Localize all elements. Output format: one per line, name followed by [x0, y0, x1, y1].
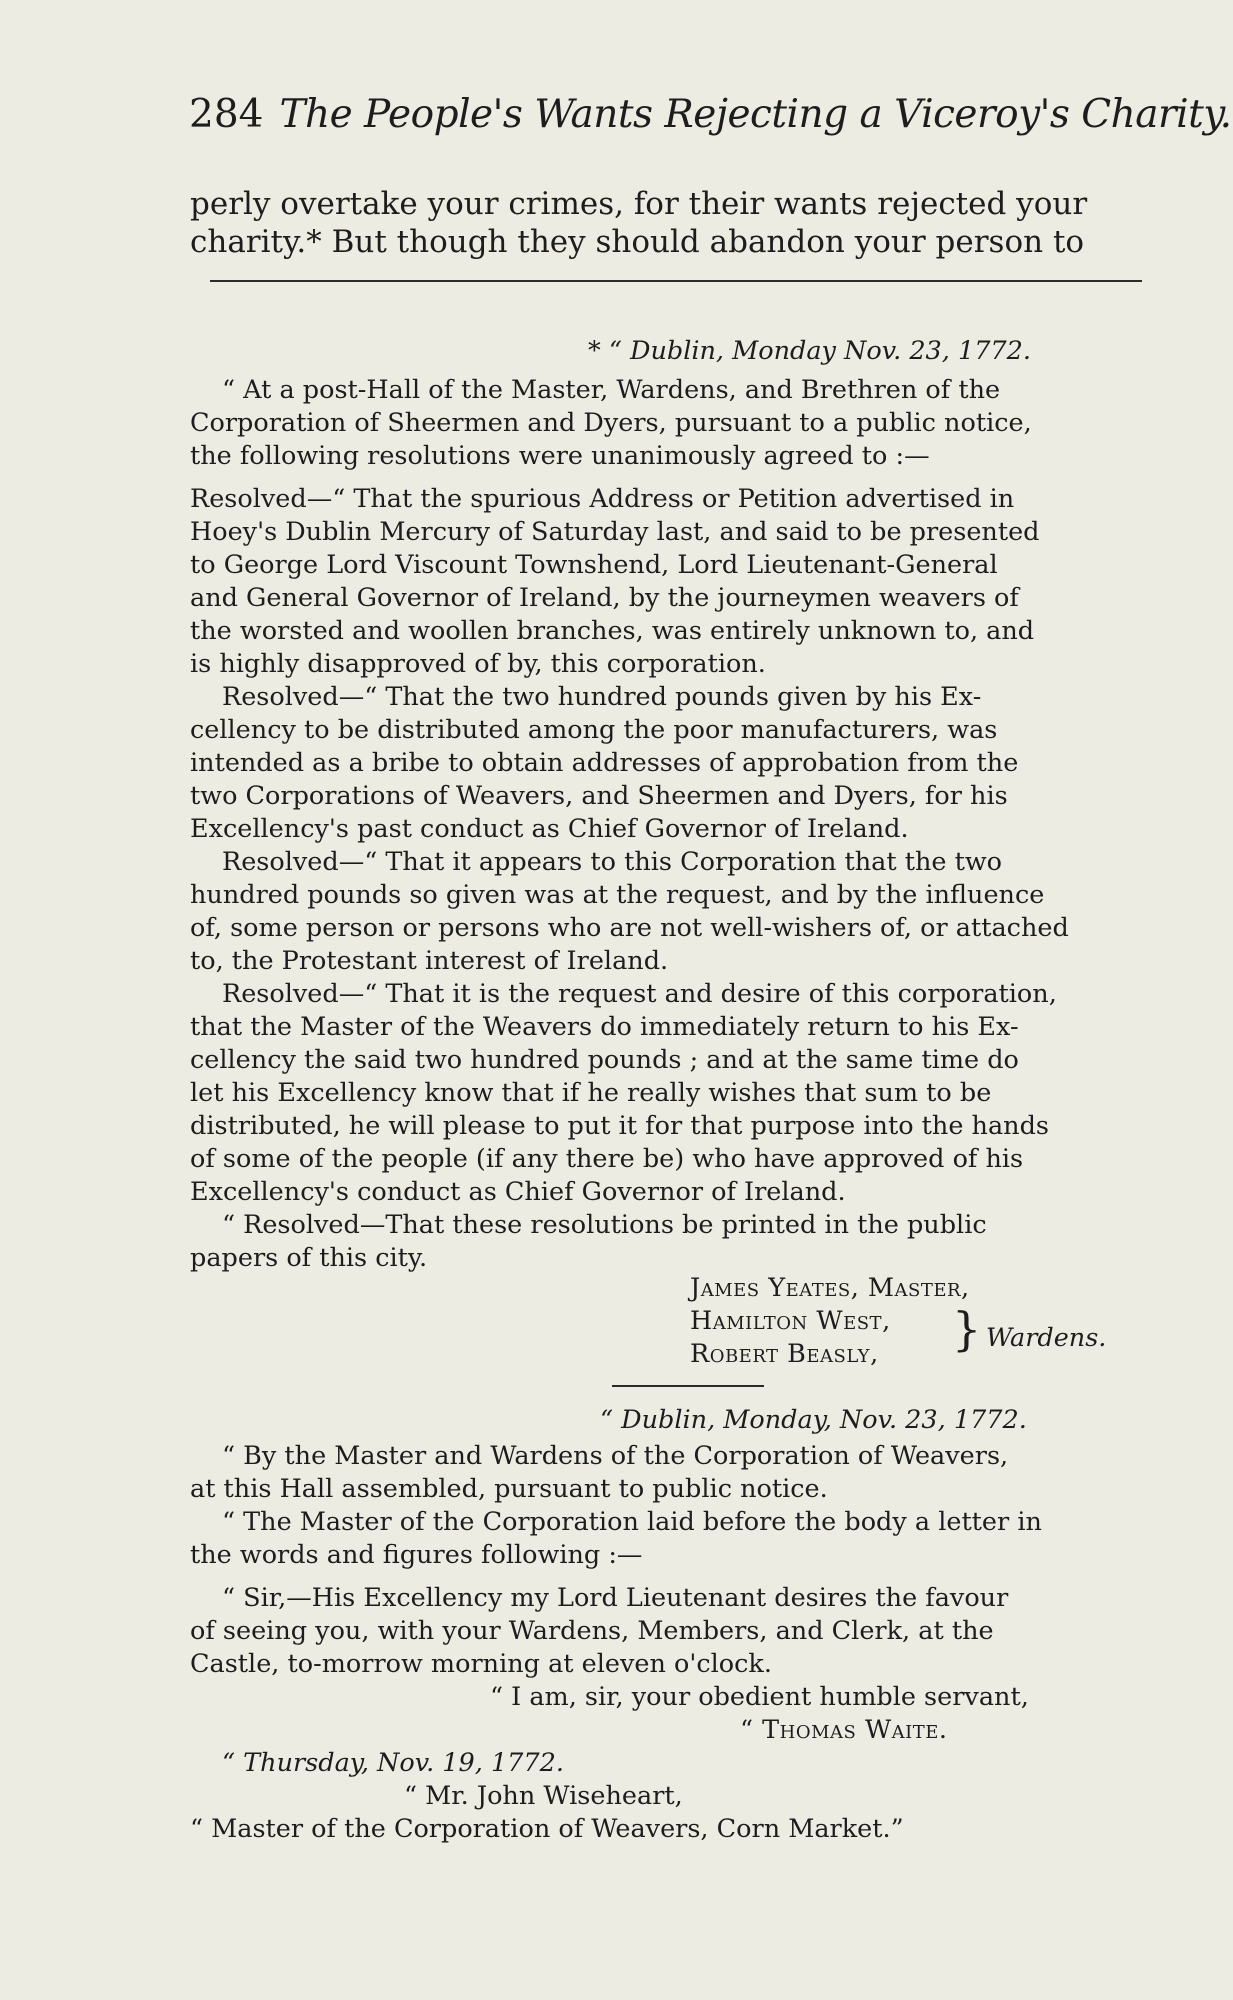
footnote-line: distributed, he will please to put it for that purpose into the hands [190, 1111, 1049, 1141]
footnote-line: of some of the people (if any there be) who have approved of his [190, 1144, 1024, 1174]
footnote-line: Hoey's Dublin Mercury of Saturday last, and said to be presented [190, 517, 1040, 547]
footnote-line: “ The Master of the Corporation laid before the body a letter in [222, 1507, 1042, 1537]
letter-date: “ Thursday, Nov. 19, 1772. [222, 1748, 564, 1778]
footnote-line: Excellency's past conduct as Chief Governor of Ireland. [190, 814, 909, 844]
footnote-line: is highly disapproved of by, this corporation. [190, 649, 766, 679]
footnote-line: intended as a bribe to obtain addresses of approbation from the [190, 748, 1019, 778]
footnote-line: that the Master of the Weavers do immediately return to his Ex- [190, 1012, 1019, 1042]
footnote-line: Resolved—“ That it appears to this Corporation that the two [222, 847, 1003, 877]
footnote-line: Resolved—“ That it is the request and desire of this corporation, [222, 979, 1057, 1009]
running-title: The People's Wants Rejecting a Viceroy's Charity. [279, 92, 1232, 137]
footnote-line: hundred pounds so given was at the request, and by the influence [190, 880, 1045, 910]
footnote-line: the worsted and woollen branches, was entirely unknown to, and [190, 616, 1035, 646]
letter-signature: “ Thomas Waite. [740, 1715, 948, 1745]
footnote-line: to George Lord Viscount Townshend, Lord Lieutenant-General [190, 550, 998, 580]
footnote-line: Corporation of Sheermen and Dyers, pursuant to a public notice, [190, 408, 1032, 438]
footnote-line: to, the Protestant interest of Ireland. [190, 946, 669, 976]
footnote-line: “ I am, sir, your obedient humble servant, [490, 1682, 1029, 1712]
footnote-line: “ Master of the Corporation of Weavers, Corn Market.” [190, 1814, 904, 1844]
body-line: perly overtake your crimes, for their wants rejected your [190, 186, 1088, 222]
footnote-line: of seeing you, with your Wardens, Members, and Clerk, at the [190, 1616, 994, 1646]
footnote-line: at this Hall assembled, pursuant to public notice. [190, 1474, 828, 1504]
footnote-line: of, some person or persons who are not well-wishers of, or attached [190, 913, 1069, 943]
footnote-line: Resolved—“ That the spurious Address or Petition advertised in [190, 484, 1015, 514]
wardens-label: Wardens. [986, 1323, 1107, 1353]
dateline: * “ Dublin, Monday Nov. 23, 1772. [588, 336, 1031, 366]
footnote-line: “ By the Master and Wardens of the Corporation of Weavers, [222, 1441, 1009, 1471]
signature-master: James Yeates, Master, [690, 1273, 970, 1303]
footnote-line: two Corporations of Weavers, and Sheermen and Dyers, for his [190, 781, 1008, 811]
footnote-line: “ Mr. John Wiseheart, [404, 1781, 683, 1811]
page-number: 284 [189, 92, 264, 137]
footnote-line: Resolved—“ That the two hundred pounds given by his Ex- [222, 682, 982, 712]
dateline: “ Dublin, Monday, Nov. 23, 1772. [600, 1405, 1027, 1435]
footnote-line: papers of this city. [190, 1243, 428, 1273]
footnote-line: cellency the said two hundred pounds ; and at the same time do [190, 1045, 1019, 1075]
footnote-line: the following resolutions were unanimously agreed to :— [190, 441, 930, 471]
footnote-line: and General Governor of Ireland, by the journeymen weavers of [190, 583, 1019, 613]
section-rule [612, 1385, 764, 1387]
footnote-line: cellency to be distributed among the poor manufacturers, was [190, 715, 998, 745]
running-header [189, 92, 1232, 137]
footnote-line: let his Excellency know that if he really wishes that sum to be [190, 1078, 992, 1108]
footnote-line: “ Sir,—His Excellency my Lord Lieutenant desires the favour [222, 1583, 1009, 1613]
body-line: charity.* But though they should abandon your person to [190, 224, 1085, 260]
footnote-line: Excellency's conduct as Chief Governor of Ireland. [190, 1177, 846, 1207]
brace: } [952, 1302, 982, 1356]
footnote-line: “ At a post-Hall of the Master, Wardens, and Brethren of the [222, 375, 1001, 405]
signature-warden: Hamilton West, [690, 1306, 891, 1336]
signature-warden: Robert Beasly, [690, 1339, 879, 1369]
footnote-line: the words and figures following :— [190, 1540, 643, 1570]
footnote-rule [210, 280, 1142, 282]
footnote-line: Castle, to-morrow morning at eleven o'clock. [190, 1649, 772, 1679]
footnote-line: “ Resolved—That these resolutions be printed in the public [222, 1210, 987, 1240]
